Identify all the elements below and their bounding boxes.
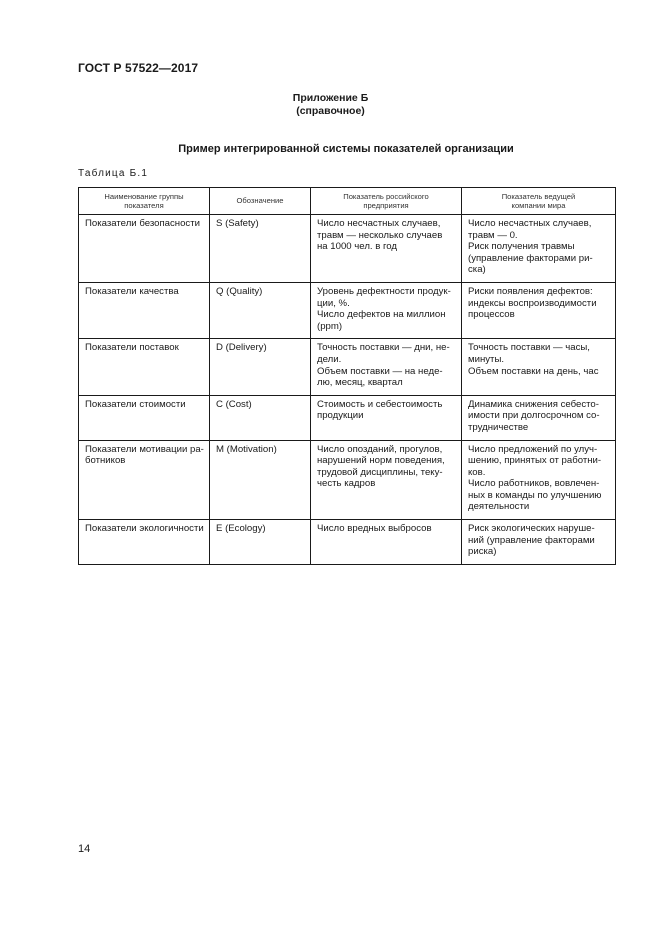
column-header-line: компании мира [511,201,566,210]
cell-line: ных в команды по улучшению [468,489,602,501]
russian-indicator-cell [311,282,462,338]
table-header-row [79,188,616,215]
cell-line: лю, месяц, квартал [317,377,403,389]
symbol-cell: E (Ecology) [210,520,311,565]
group-cell [79,395,210,440]
column-header-line: Показатель российского [343,191,429,201]
group-cell [79,282,210,338]
cell-line: деятельности [468,501,530,513]
leading-indicator-cell [462,339,616,395]
table-row [79,215,616,283]
symbol-cell: C (Cost) [210,395,311,440]
russian-indicator-cell [311,215,462,283]
table-row [79,395,616,440]
cell-line: Стоимость и себестоимость [317,398,443,410]
page-number: 14 [78,843,91,855]
column-header [311,188,462,215]
cell-line: Показатели безопасности [85,218,200,229]
cell-line: Показатели качества [85,285,179,297]
russian-indicator-cell [311,440,462,520]
cell-line: (ppm) [317,320,343,332]
cell-line: Объем поставки на день, час [468,365,599,377]
symbol-cell: D (Delivery) [210,339,311,395]
table-row [79,520,616,565]
cell-line: трудничестве [468,421,529,433]
appendix-title: Приложение Б [292,92,369,104]
russian-indicator-cell [311,520,462,565]
column-header [210,188,311,215]
cell-line: Точность поставки — часы, [468,342,590,354]
cell-line: имости при долгосрочном со- [468,410,600,422]
cell-line: ний (управление факторами [468,534,595,546]
leading-indicator-cell [462,520,616,565]
cell-line: Показатели поставок [85,342,179,354]
cell-line: травм — несколько случаев [317,229,443,241]
cell-line: (управление факторами ри- [468,252,593,264]
cell-line: Число вредных выбросов [317,523,432,535]
russian-indicator-cell [311,395,462,440]
cell-line: на 1000 чел. в год [317,241,398,253]
cell-line: продукции [317,410,364,422]
cell-line: Число работников, вовлечен- [468,478,600,490]
table-body [79,215,616,565]
document-title: Пример интегрированной системы показателей организации [178,143,514,155]
cell-line: дели. [317,353,342,365]
symbol-cell: M (Motivation) [210,440,311,520]
cell-line: Число несчастных случаев, [468,218,592,229]
cell-line: травм — 0. [468,229,518,241]
group-cell [79,520,210,565]
cell-line: шению, принятых от работни- [468,455,602,467]
cell-line: Показатели мотивации ра- [85,443,204,455]
cell-line: индексы воспроизводимости [468,297,597,309]
cell-line: ции, %. [317,297,350,309]
column-header [79,188,210,215]
cell-line: Риск экологических наруше- [468,523,595,535]
group-cell [79,215,210,283]
column-header-line: предприятия [363,201,409,210]
table-row [79,440,616,520]
column-header-line: Показатель ведущей [501,191,576,201]
cell-line: риска) [468,546,497,558]
table-row [79,339,616,395]
cell-line: Риск получения травмы [468,241,575,253]
symbol-cell: Q (Quality) [210,282,311,338]
leading-indicator-cell [462,440,616,520]
cell-line: Динамика снижения себесто- [468,398,599,410]
group-cell [79,339,210,395]
cell-line: честь кадров [317,478,376,490]
cell-line: Точность поставки — дни, не- [317,342,450,354]
appendix-heading [0,92,661,118]
indicators-table [78,187,616,565]
cell-line: Число дефектов на миллион [317,309,446,321]
cell-line: минуты. [468,353,505,365]
table-caption: Таблица Б.1 [78,168,149,179]
cell-line: Объем поставки — на неде- [317,365,443,377]
cell-line: ска) [468,264,486,276]
cell-line: Показатели стоимости [85,398,186,410]
cell-line: Число опозданий, прогулов, [317,443,443,455]
leading-indicator-cell [462,282,616,338]
cell-line: ков. [468,466,486,478]
cell-line: нарушений норм поведения, [317,455,445,467]
cell-line: Число несчастных случаев, [317,218,441,229]
cell-line: Число предложений по улуч- [468,443,598,455]
appendix-subtitle: (справочное) [296,105,365,117]
cell-line: Уровень дефектности продук- [317,285,451,297]
symbol-cell: S (Safety) [210,215,311,283]
cell-line: Риски появления дефектов: [468,285,593,297]
column-header-line: показателя [124,201,164,210]
group-cell [79,440,210,520]
leading-indicator-cell [462,395,616,440]
russian-indicator-cell [311,339,462,395]
standard-header: ГОСТ Р 57522—2017 [78,61,199,75]
table-row [79,282,616,338]
column-header-line: Обозначение [236,196,284,206]
cell-line: трудовой дисциплины, теку- [317,466,443,478]
leading-indicator-cell [462,215,616,283]
column-header-line: Наименование группы [104,191,184,201]
column-header [462,188,616,215]
cell-line: Показатели экологичности [85,523,204,535]
cell-line: процессов [468,309,515,321]
cell-line: ботников [85,455,126,467]
